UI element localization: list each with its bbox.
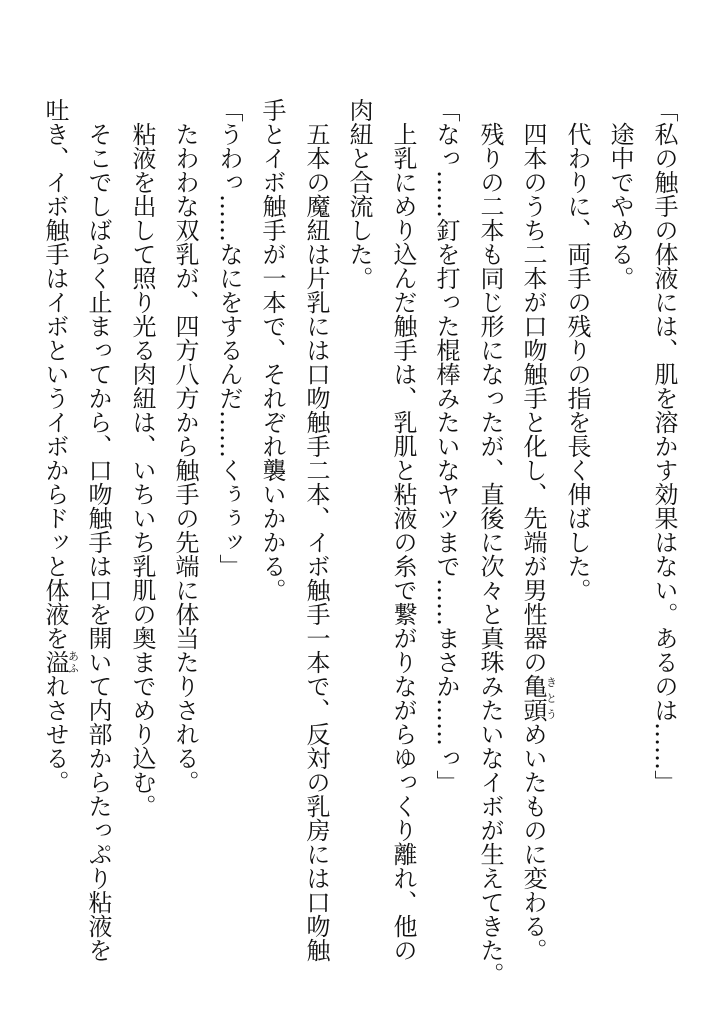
text-line-12: たわわな双乳が、四方八方から触手の先端に体当たりされる。 (171, 98, 199, 794)
text-line-1: 「私の触手の体液には、肌を溶かす効果はない。あるのは……」 (650, 98, 678, 794)
text-line-2: 途中でやめる。 (606, 98, 634, 290)
text-line-6: 「なっ……釘を打った棍棒みたいなヤツまで……まさか……っ」 (432, 98, 460, 794)
ruby-base: 亀頭 (519, 674, 547, 722)
text-line-10: 手とイボ触手が一本で、それぞれ襲いかかる。 (258, 98, 286, 602)
ruby-base: 溢 (41, 650, 69, 674)
text-line-9: 五本の魔紐は片乳には口吻触手二本、イボ触手一本で、反対の乳房には口吻触 (302, 98, 330, 962)
text-line-8: 肉紐と合流した。 (345, 98, 373, 290)
text-segment: れさせる。 (41, 674, 69, 794)
text-line-13: 粘液を出して照り光る肉紐は、いちいち乳肌の奥までめり込む。 (128, 98, 156, 818)
text-segment: 四本のうち二本が口吻触手と化し、先端が男性器の (519, 98, 547, 674)
text-line-11: 「うわっ……なにをするんだ……くぅぅッ」 (215, 98, 243, 578)
ruby-text: きとう (544, 674, 558, 722)
text-line-5: 残りの二本も同じ形になったが、直後に次々と真珠みたいなイボが生えてきた。 (476, 98, 504, 986)
ruby-text: あふ (66, 650, 80, 674)
text-line-4 (521, 98, 557, 962)
text-line-15 (43, 98, 79, 794)
text-segment: めいたものに変わる。 (519, 722, 547, 962)
text-segment: 吐き、イボ触手はイボというイボからドッと体液を (41, 98, 69, 650)
text-line-7: 上乳にめり込んだ触手は、乳肌と粘液の糸で繋がりながらゆっくり離れ、他の (389, 98, 417, 962)
ruby-annotation (519, 674, 558, 722)
text-line-3: 代わりに、両手の残りの指を長く伸ばした。 (563, 98, 591, 602)
text-line-14: そこでしばらく止まってから、口吻触手は口を開いて内部からたっぷり粘液を (84, 98, 112, 962)
ruby-annotation (41, 650, 80, 674)
